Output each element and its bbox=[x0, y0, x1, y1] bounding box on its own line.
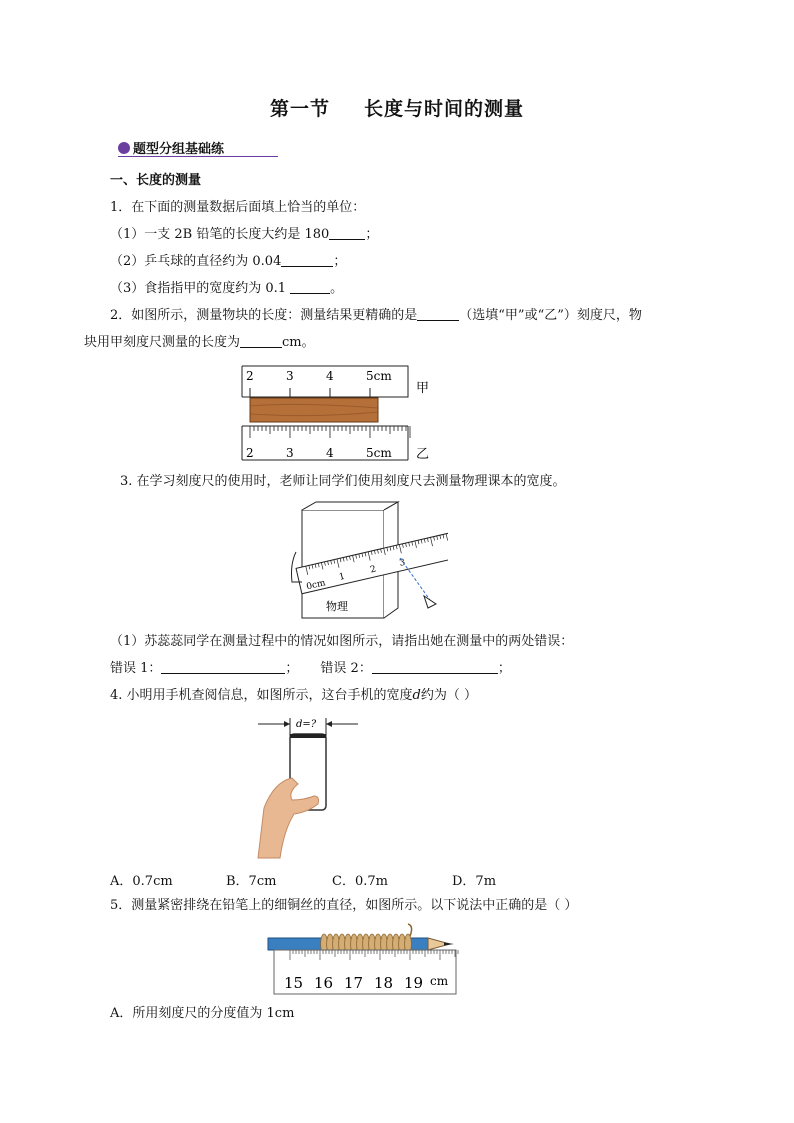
ruler-jia-label: 3 bbox=[286, 369, 294, 383]
q5-option-a[interactable]: A．所用刻度尺的分度值为 1cm bbox=[110, 1006, 295, 1021]
ruler-label: 17 bbox=[344, 974, 364, 992]
q1-sub3-end: 。 bbox=[330, 281, 344, 296]
q1-sub1-end: ； bbox=[365, 227, 379, 242]
ruler-jia-label: 2 bbox=[246, 369, 254, 383]
pencil-wire-figure bbox=[264, 922, 460, 996]
q1-sub2 bbox=[110, 253, 346, 271]
q5-stem: 5．测量紧密排绕在铅笔上的细铜丝的直径，如图所示。以下说法中正确的是（ ） bbox=[110, 898, 578, 913]
q4-stem-text: 4. 小明用手机查阅信息，如图所示，这台手机的宽度 bbox=[110, 688, 413, 703]
error2-end: ； bbox=[497, 661, 511, 676]
ruler-jia-ticks bbox=[250, 388, 370, 397]
ruler-jia-label: 4 bbox=[326, 369, 334, 383]
ruler-yi-name: 乙 bbox=[416, 447, 430, 462]
q4-option-b[interactable]: B．7cm bbox=[226, 874, 277, 889]
bullet-dot-icon bbox=[118, 142, 130, 154]
q1-sub1 bbox=[110, 226, 378, 244]
q4-option-c[interactable]: C．0.7m bbox=[332, 874, 388, 889]
q2-line1 bbox=[110, 307, 642, 325]
ruler-jia-label: 5cm bbox=[366, 369, 392, 383]
title-part1: 第一节 bbox=[269, 98, 330, 120]
q1-sub3-text: （3）食指指甲的宽度约为 0.1 bbox=[110, 281, 287, 296]
page-title bbox=[0, 94, 794, 121]
ruler-yi-label: 3 bbox=[286, 446, 294, 460]
ruler-yi-ticks bbox=[250, 426, 410, 438]
q3-stem: 3. 在学习刻度尺的使用时，老师让同学们使用刻度尺去测量物理课本的宽度。 bbox=[120, 474, 566, 489]
q1-sub3 bbox=[110, 280, 343, 298]
q4-option-a[interactable]: A．0.7cm bbox=[110, 874, 173, 889]
q1-sub1-text: （1）一支 2B 铅笔的长度大约是 180 bbox=[110, 227, 330, 242]
title-part2: 长度与时间的测量 bbox=[364, 98, 525, 120]
ruler-label: 19 bbox=[404, 974, 424, 992]
q2-line2 bbox=[84, 334, 315, 352]
book-ruler-figure bbox=[288, 500, 448, 622]
answer-blank[interactable] bbox=[281, 253, 333, 267]
ruler-label: 16 bbox=[314, 974, 334, 992]
ruler-jia-name: 甲 bbox=[416, 381, 430, 396]
ruler-unit: cm bbox=[430, 974, 449, 988]
q1-stem: 1．在下面的测量数据后面填上恰当的单位： bbox=[110, 200, 366, 215]
ruler-yi-label: 5cm bbox=[366, 446, 392, 460]
heading-length: 一、长度的测量 bbox=[110, 173, 202, 188]
q3-errors bbox=[110, 660, 511, 678]
two-rulers-figure bbox=[236, 362, 436, 464]
q4-option-d[interactable]: D．7m bbox=[452, 874, 497, 889]
ruler-label: 18 bbox=[374, 974, 394, 992]
answer-blank[interactable] bbox=[372, 660, 498, 674]
ruler-label: 1 bbox=[338, 571, 347, 583]
q2-line1-text: 2．如图所示，测量物块的长度：测量结果更精确的是 bbox=[110, 308, 418, 323]
phone-width-label: d=? bbox=[296, 719, 317, 730]
ruler-yi-label: 2 bbox=[246, 446, 254, 460]
section-badge-underline bbox=[118, 156, 278, 157]
q2-line2-text: 块用甲刻度尺测量的长度为 bbox=[84, 335, 241, 350]
error2-label: 错误 2： bbox=[320, 661, 372, 676]
ruler-label: 3 bbox=[398, 557, 407, 569]
answer-blank[interactable] bbox=[329, 226, 365, 240]
answer-blank[interactable] bbox=[417, 307, 459, 321]
q2-line2-rest: cm。 bbox=[282, 335, 315, 350]
ruler-label: 2 bbox=[369, 564, 378, 576]
ruler-label: 15 bbox=[284, 974, 304, 992]
ruler-yi-label: 4 bbox=[326, 446, 334, 460]
phone-figure bbox=[254, 712, 364, 860]
section-badge bbox=[118, 138, 224, 157]
section-badge-text: 题型分组基础练 bbox=[133, 142, 225, 157]
q1-sub2-text: （2）乒乓球的直径约为 0.04 bbox=[110, 254, 282, 269]
q1-sub2-end: ； bbox=[333, 254, 347, 269]
q2-line1-rest: （选填“甲”或“乙”）刻度尺，物 bbox=[459, 308, 642, 323]
book-label: 物理 bbox=[326, 600, 348, 613]
answer-blank[interactable] bbox=[161, 660, 285, 674]
eye-icon bbox=[424, 596, 436, 608]
error1-label: 错误 1： bbox=[110, 661, 162, 676]
q4-stem bbox=[110, 687, 477, 705]
answer-blank[interactable] bbox=[290, 280, 330, 294]
answer-blank[interactable] bbox=[240, 334, 282, 348]
q3-sub1: （1）苏蕊蕊同学在测量过程中的情况如图所示，请指出她在测量中的两处错误： bbox=[110, 634, 574, 649]
error1-end: ； bbox=[285, 661, 299, 676]
q4-variable: d bbox=[412, 688, 421, 703]
q4-stem-rest: 约为（ ） bbox=[420, 688, 478, 703]
wooden-block bbox=[250, 398, 378, 422]
ruler-label: 0cm bbox=[305, 578, 327, 593]
